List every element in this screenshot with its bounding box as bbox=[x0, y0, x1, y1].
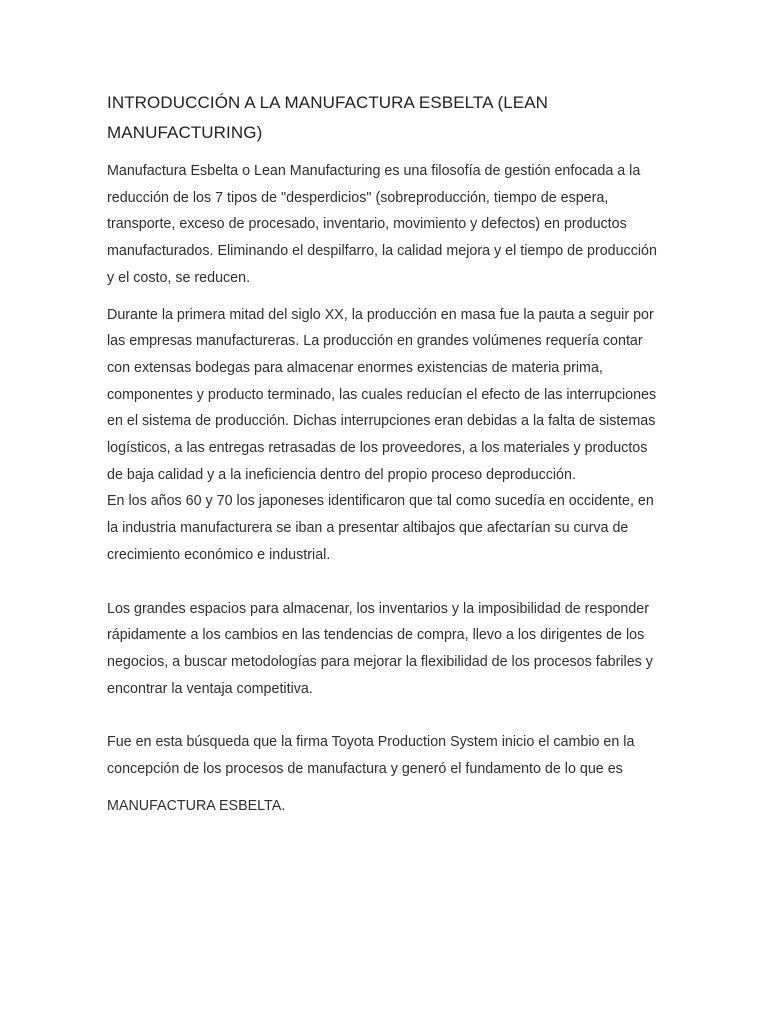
paragraph-definition: Manufactura Esbelta o Lean Manufacturing es una filosofía de gestión enfocada a la reducción de los 7 tipos de "desperdicios" (sobreproducción, tiempo de espera, transporte, exceso de procesado, inventario, movimiento y defectos) en productos manufacturados. Eliminando el despilfarro, la calidad mejora y el tiempo de producción y el costo, se reducen. bbox=[107, 163, 657, 286]
paragraph-toyota: Fue en esta búsqueda que la firma Toyota Production System inicio el cambio en la concepción de los procesos de manufactura y generó el fundamento de lo que es bbox=[107, 734, 635, 778]
paragraph-closing: MANUFACTURA ESBELTA. bbox=[107, 797, 286, 814]
document-title: INTRODUCCIÓN A LA MANUFACTURA ESBELTA (LEAN MANUFACTURING) bbox=[107, 93, 549, 142]
paragraph-storage-flexibility: Los grandes espacios para almacenar, los inventarios y la imposibilidad de responder rápidamente a los cambios en las tendencias de compra, llevo a los dirigentes de los negocios, a buscar metodologías para mejorar la flexibilidad de los procesos fabriles y encontrar la ventaja competitiva. bbox=[107, 600, 653, 697]
document-body bbox=[107, 88, 667, 829]
paragraph-japan-60s-70s: En los años 60 y 70 los japoneses identificaron que tal como sucedía en occidente, en la industria manufacturera se iban a presentar altibajos que afectarían su curva de crecimiento económico e industrial. bbox=[107, 493, 654, 563]
paragraph-mass-production: Durante la primera mitad del siglo XX, la producción en masa fue la pauta a seguir por las empresas manufactureras. La producción en grandes volúmenes requería contar con extensas bodegas para almacenar enormes existencias de materia prima, componentes y producto terminado, las cuales reducían el efecto de las interrupciones en el sistema de producción. Dichas interrupciones eran debidas a la falta de sistemas logísticos, a las entregas retrasadas de los proveedores, a los materiales y productos de baja calidad y a la ineficiencia dentro del propio proceso deproducción. bbox=[107, 306, 657, 483]
